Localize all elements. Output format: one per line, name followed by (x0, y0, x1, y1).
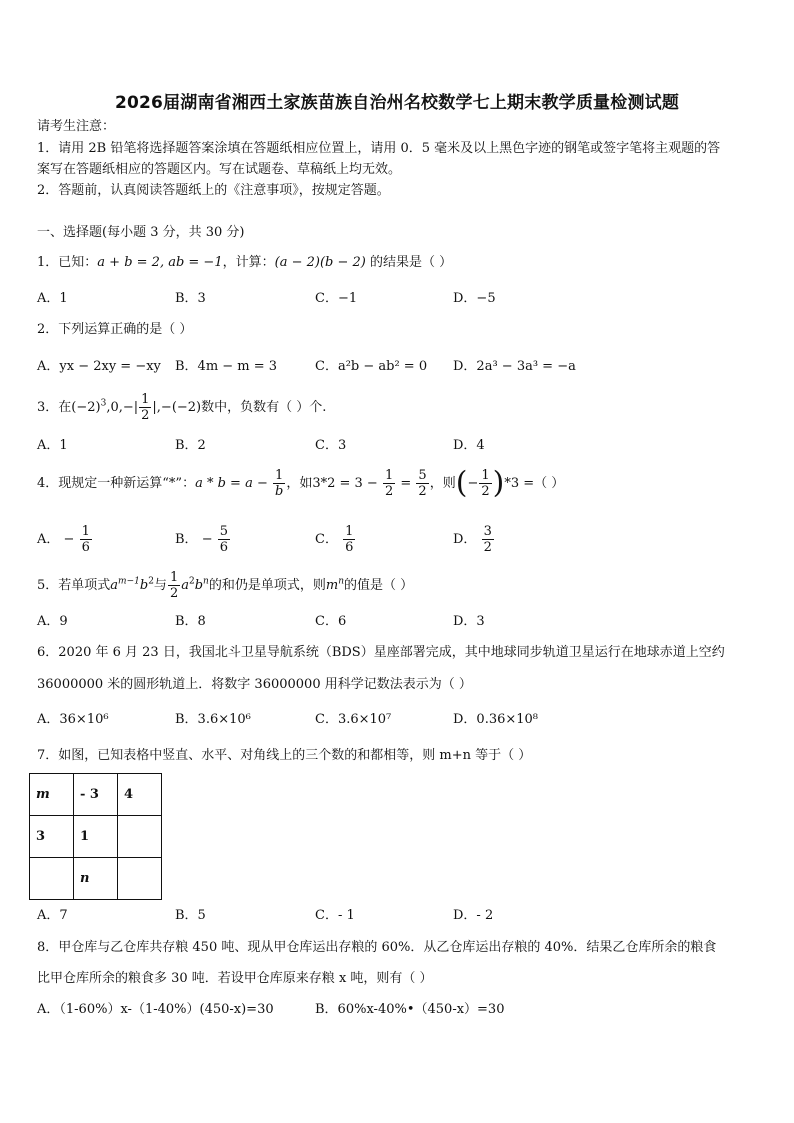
q4-option-d: D． $\frac{3}{2}$ (453, 524, 492, 555)
q4-example: 3*2 = 3 − $\frac{1}{2}$ = $\frac{5}{2}$ (312, 468, 427, 499)
notice-item-2: 2．答题前，认真阅读答题纸上的《注意事项》，按规定答题。 (37, 183, 390, 198)
q5-option-b: B．8 (175, 614, 206, 629)
q5-option-c: C．6 (315, 614, 347, 629)
q7-option-c: C．- 1 (315, 908, 355, 923)
q4-option-b: B． − $\frac{5}{6}$ (175, 524, 229, 555)
q1-option-a: A．1 (37, 291, 68, 306)
q3-option-d: D．4 (453, 438, 485, 453)
page-title: 2026届湖南省湘西土家族苗族自治州名校数学七上期末教学质量检测试题 (114, 93, 680, 113)
q6-option-b: B．3.6×10⁶ (175, 712, 251, 727)
grid-cell: 1 (74, 816, 118, 858)
magic-square-table (29, 773, 162, 900)
q8-option-b: B．60%x-40%•（450-x）=30 (315, 1002, 505, 1017)
q6-option-d: D．0.36×10⁸ (453, 712, 539, 727)
q3-option-b: B．2 (175, 438, 206, 453)
grid-cell (118, 816, 162, 858)
q7-option-d: D．- 2 (453, 908, 494, 923)
question-3-stem: 3．在$(-2)^3,0,-|$ $\frac{1}{2}$ |,−(−2)数中，负数有（ ）个. (37, 392, 327, 423)
question-1-stem: 1．已知：a + b = 2, ab = −1，计算：(a − 2)(b − 2) 的结果是（ ） (37, 255, 453, 270)
q4-option-a: A． − $\frac{1}{6}$ (37, 524, 90, 555)
question-6-line-1: 6．2020 年 6 月 23 日，我国北斗卫星导航系统（BDS）星座部署完成，其中地球同步轨道卫星运行在地球赤道上空约 (37, 645, 725, 660)
q6-option-a: A．36×10⁶ (37, 712, 109, 727)
question-5-stem: 5．若单项式$a^{m-1}b^2$与 $\frac{1}{2}$ $a^2b^n$的和仍是单项式，则$m^n$的值是（ ） (37, 570, 414, 601)
section-heading: 一、选择题(每小题 3 分，共 30 分) (37, 225, 245, 240)
question-4-stem: 4．现规定一种新运算“*”：a * b = a − $\frac{1}{b}$ ，如3*2 = 3 − $\frac{1}{2}$ = $\frac{5}{2}$ ，则(− $\frac{1}{2}$ )*3 =（ ） (37, 465, 565, 501)
q5-option-a: A．9 (37, 614, 68, 629)
q2-option-d: D．2a³ − 3a³ = −a (453, 359, 576, 374)
table-row (30, 858, 162, 900)
q7-option-a: A．7 (37, 908, 68, 923)
q4-option-c: C． $\frac{1}{6}$ (315, 524, 354, 555)
q4-expression: (− $\frac{1}{2}$ ) (455, 465, 505, 501)
question-8-line-1: 8．甲仓库与乙仓库共存粮 450 吨、现从甲仓库运出存粮的 60%．从乙仓库运出存粮的 40%．结果乙仓库所余的粮食 (37, 940, 717, 955)
grid-cell: n (74, 858, 118, 900)
q1-option-c: C．−1 (315, 291, 358, 306)
q3-number-list: $(-2)^3,0,-|$ $\frac{1}{2}$ |,−(−2) (71, 392, 202, 423)
grid-cell (118, 858, 162, 900)
question-6-line-2: 36000000 米的圆形轨道上．将数字 36000000 用科学记数法表示为（ ） (37, 677, 472, 692)
q5-monomial-2: $\frac{1}{2}$ $a^2b^n$ (169, 570, 209, 601)
q3-option-c: C．3 (315, 438, 347, 453)
notice-heading: 请考生注意： (37, 119, 116, 134)
notice-item-1-line-2: 案写在答题纸相应的答题区内。写在试题卷、草稿纸上均无效。 (37, 162, 402, 177)
q2-option-b: B．4m − m = 3 (175, 359, 278, 374)
grid-cell: m (30, 774, 74, 816)
q7-option-b: B．5 (175, 908, 206, 923)
notice-item-1-line-1: 1．请用 2B 铅笔将选择题答案涂填在答题纸相应位置上，请用 0．5 毫米及以上黑色字迹的钢笔或签字笔将主观题的答 (37, 141, 721, 156)
q5-power: $m^n$ (325, 576, 344, 593)
q3-option-a: A．1 (37, 438, 68, 453)
q1-option-b: B．3 (175, 291, 206, 306)
table-row (30, 774, 162, 816)
q8-option-a: A．（1-60%）x-（1-40%）(450-x)=30 (37, 1002, 274, 1017)
grid-cell: 3 (30, 816, 74, 858)
question-2-stem: 2．下列运算正确的是（ ） (37, 322, 193, 337)
q2-option-c: C．a²b − ab² = 0 (315, 359, 428, 374)
grid-cell: - 3 (74, 774, 118, 816)
q5-monomial-1: $a^{m-1}b^2$ (110, 576, 154, 593)
question-8-line-2: 比甲仓库所余的粮食多 30 吨．若设甲仓库原来存粮 x 吨，则有（ ） (37, 971, 433, 986)
table-row (30, 816, 162, 858)
q1-option-d: D．−5 (453, 291, 496, 306)
q2-option-a: A．yx − 2xy = −xy (37, 359, 161, 374)
q5-option-d: D．3 (453, 614, 485, 629)
grid-cell (30, 858, 74, 900)
grid-cell: 4 (118, 774, 162, 816)
q4-definition: a * b = a − $\frac{1}{b}$ (195, 468, 284, 499)
q6-option-c: C．3.6×10⁷ (315, 712, 392, 727)
question-7-stem: 7．如图，已知表格中竖直、水平、对角线上的三个数的和都相等，则 m+n 等于（ ） (37, 748, 532, 763)
